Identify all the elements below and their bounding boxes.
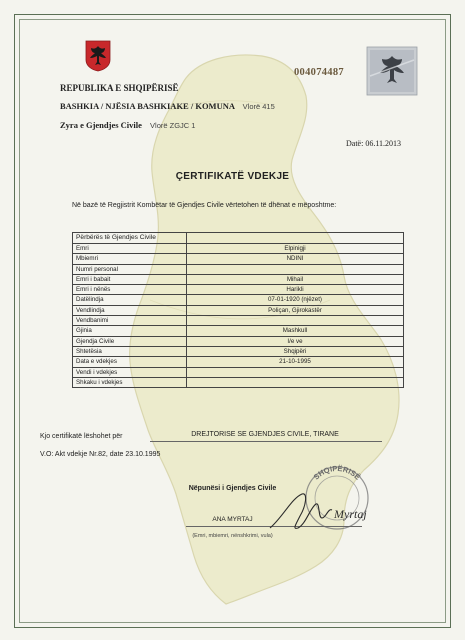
row-label: Vendi i vdekjes [73, 367, 187, 377]
intro-text: Në bazë të Regjistrit Kombëtar të Gjendjes Civile vërtetohen të dhënat e mëposhtme: [72, 202, 337, 209]
table-heading-blank [187, 233, 404, 244]
office-value: Vlorë ZGJC 1 [150, 121, 196, 130]
row-value [187, 316, 404, 326]
document-title: ÇERTIFIKATË VDEKJE [175, 171, 290, 182]
row-label: Numri personal [73, 264, 187, 274]
issue-date: Datë: 06.11.2013 [346, 139, 402, 148]
row-value: Mihail [187, 274, 404, 284]
row-label: Shtetësia [73, 346, 187, 356]
issued-underline [150, 441, 382, 442]
table-row [73, 326, 404, 336]
table-row [73, 274, 404, 284]
row-value: 21-10-1995 [187, 357, 404, 367]
table-row [73, 285, 404, 295]
table-header-row [73, 233, 404, 244]
table-row [73, 367, 404, 377]
row-label: Emri i babait [73, 274, 187, 284]
row-value [187, 367, 404, 377]
row-value: I/e ve [187, 336, 404, 346]
row-value: Elpinigji [187, 244, 404, 254]
official-name: ANA MYRTAJ [212, 516, 253, 523]
eagle-emblem-icon [85, 40, 111, 72]
row-label: Emri i nënës [73, 285, 187, 295]
office-label: Zyra e Gjendjes Civile [60, 120, 142, 130]
row-label: Vendbanimi [73, 316, 187, 326]
seal-text: SHQIPËRISË [311, 463, 363, 482]
row-value: Poliçan, Gjirokastër [187, 305, 404, 315]
table-heading: Përbërës të Gjendjes Civile [73, 233, 187, 244]
table-row [73, 357, 404, 367]
act-reference: V.O: Akt vdekje Nr.82, date 23.10.1995 [40, 451, 161, 458]
municipality-value: Vlorë 415 [242, 102, 275, 111]
row-label: Emri [73, 244, 187, 254]
table-row [73, 305, 404, 315]
table-row [73, 244, 404, 254]
row-value: 07-01-1920 (njëzet) [187, 295, 404, 305]
row-label: Shkaku i vdekjes [73, 377, 187, 387]
municipality-line [60, 101, 275, 111]
table-row [73, 264, 404, 274]
row-value: Mashkull [187, 326, 404, 336]
hologram-seal-icon [366, 46, 418, 96]
issued-to-value: DREJTORISE SE GJENDJES CIVILE, TIRANE [191, 431, 339, 438]
row-label: Datëlindja [73, 295, 187, 305]
handwritten-signature [262, 488, 382, 536]
row-value [187, 377, 404, 387]
table-row [73, 295, 404, 305]
row-value: Harikli [187, 285, 404, 295]
table-row [73, 316, 404, 326]
table-row [73, 377, 404, 387]
official-title: Nëpunësi i Gjendjes Civile [188, 485, 277, 492]
municipality-label: BASHKIA / NJËSIA BASHKIAKE / KOMUNA [60, 101, 235, 111]
row-label: Vendlindja [73, 305, 187, 315]
row-label: Mbiemri [73, 254, 187, 264]
issued-label: Kjo certifikatë lëshohet për [40, 433, 123, 440]
table-row [73, 346, 404, 356]
row-label: Gjendja Civile [73, 336, 187, 346]
office-line [60, 120, 195, 130]
row-value: Shqipëri [187, 346, 404, 356]
row-label: Gjinia [73, 326, 187, 336]
row-value: NDINI [187, 254, 404, 264]
table-row [73, 336, 404, 346]
serial-number: 004074487 [294, 67, 344, 78]
table-row [73, 254, 404, 264]
civil-status-table [72, 232, 404, 388]
republic-heading: REPUBLIKA E SHQIPËRISË [60, 83, 179, 93]
signature-note: (Emri, mbiemri, nënshkrimi, vula) [192, 533, 273, 539]
row-label: Data e vdekjes [73, 357, 187, 367]
row-value [187, 264, 404, 274]
signature-text: Myrtaj [334, 507, 367, 521]
